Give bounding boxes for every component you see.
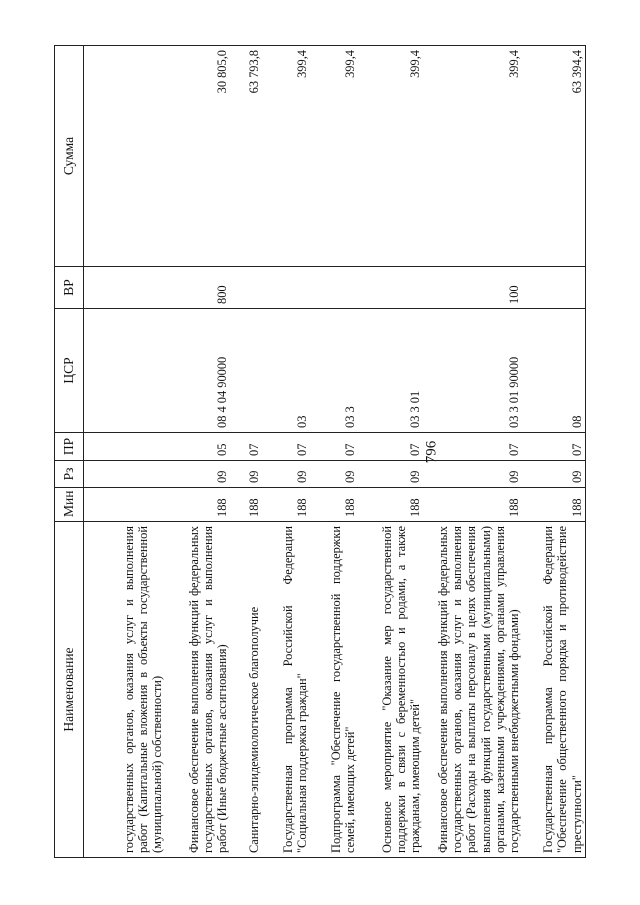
row-sum: 399,4 <box>424 46 523 267</box>
row-min: 188 <box>522 488 585 522</box>
budget-table <box>54 45 586 858</box>
row-name: государственных органов, оказания услуг и выполнения работ (Капитальные вложения в объекты государственной (муниципальной) собственности) <box>84 522 166 858</box>
table-row <box>84 46 166 858</box>
row-sum: 399,4 <box>310 46 358 267</box>
row-sum <box>84 46 166 267</box>
row-rz: 09 <box>359 461 424 488</box>
row-csr: 08 4 04 90000 <box>165 309 230 433</box>
row-pr: 07 <box>424 433 523 461</box>
row-vr: 800 <box>165 267 230 309</box>
page-number: 796 <box>423 440 440 464</box>
row-sum: 399,4 <box>359 46 424 267</box>
header-sum: Сумма <box>55 46 84 267</box>
row-rz: 09 <box>424 461 523 488</box>
row-min: 188 <box>262 488 310 522</box>
row-sum: 63 793,8 <box>231 46 263 267</box>
row-pr: 07 <box>231 433 263 461</box>
row-name: Финансовое обеспечение выполнения функций федеральных государственных органов, оказания услуг и выполнения работ (Расходы на выплаты персоналу в целях обеспечения выполнения функций государственными (муниципальными) органами, казенными учреждениями, органами управления государственными внебюджетными фондами) <box>424 522 523 858</box>
header-min: Мин <box>55 488 84 522</box>
header-rz: Рз <box>55 461 84 488</box>
row-min: 188 <box>359 488 424 522</box>
row-vr <box>522 267 585 309</box>
row-min: 188 <box>165 488 230 522</box>
row-sum: 30 805,0 <box>165 46 230 267</box>
table-row <box>231 46 263 858</box>
row-rz: 09 <box>310 461 358 488</box>
row-rz <box>84 461 166 488</box>
table-row <box>262 46 310 858</box>
row-min: 188 <box>424 488 523 522</box>
header-vr: ВР <box>55 267 84 309</box>
row-vr <box>262 267 310 309</box>
row-min <box>84 488 166 522</box>
row-csr <box>84 309 166 433</box>
row-sum: 399,4 <box>262 46 310 267</box>
table-row <box>359 46 424 858</box>
row-name: Государственная программа Российской Федерации "Обеспечение общественного порядка и противодействие преступности" <box>522 522 585 858</box>
row-min: 188 <box>310 488 358 522</box>
table-header-row <box>55 46 84 858</box>
row-csr: 03 3 01 <box>359 309 424 433</box>
table-row <box>165 46 230 858</box>
row-min: 188 <box>231 488 263 522</box>
row-vr: 100 <box>424 267 523 309</box>
row-name: Финансовое обеспечение выполнения функций федеральных государственных органов, оказания услуг и выполнения работ (Иные бюджетные ассигнования) <box>165 522 230 858</box>
row-pr: 05 <box>165 433 230 461</box>
row-rz: 09 <box>522 461 585 488</box>
row-csr: 08 <box>522 309 585 433</box>
row-pr: 07 <box>262 433 310 461</box>
row-csr: 03 3 <box>310 309 358 433</box>
row-name: Санитарно-эпидемиологическое благополучие <box>231 522 263 858</box>
row-rz: 09 <box>262 461 310 488</box>
header-pr: ПР <box>55 433 84 461</box>
row-name: Государственная программа Российской Федерации "Социальная поддержка граждан" <box>262 522 310 858</box>
row-pr <box>84 433 166 461</box>
row-vr <box>231 267 263 309</box>
row-csr: 03 <box>262 309 310 433</box>
table-row <box>424 46 523 858</box>
table-row <box>310 46 358 858</box>
row-vr <box>84 267 166 309</box>
row-csr: 03 3 01 90000 <box>424 309 523 433</box>
header-csr: ЦСР <box>55 309 84 433</box>
row-name: Основное мероприятие "Оказание мер государственной поддержки в связи с беременностью и родами, а также гражданам, имеющим детей" <box>359 522 424 858</box>
header-name: Наименование <box>55 522 84 858</box>
row-vr <box>310 267 358 309</box>
row-sum: 63 394,4 <box>522 46 585 267</box>
row-pr: 07 <box>522 433 585 461</box>
row-csr <box>231 309 263 433</box>
row-name: Подпрограмма "Обеспечение государственной поддержки семей, имеющих детей" <box>310 522 358 858</box>
table-row <box>522 46 585 858</box>
row-rz: 09 <box>231 461 263 488</box>
row-rz: 09 <box>165 461 230 488</box>
table-rotation-wrapper <box>54 46 586 858</box>
row-vr <box>359 267 424 309</box>
row-pr: 07 <box>310 433 358 461</box>
row-pr: 07 <box>359 433 424 461</box>
